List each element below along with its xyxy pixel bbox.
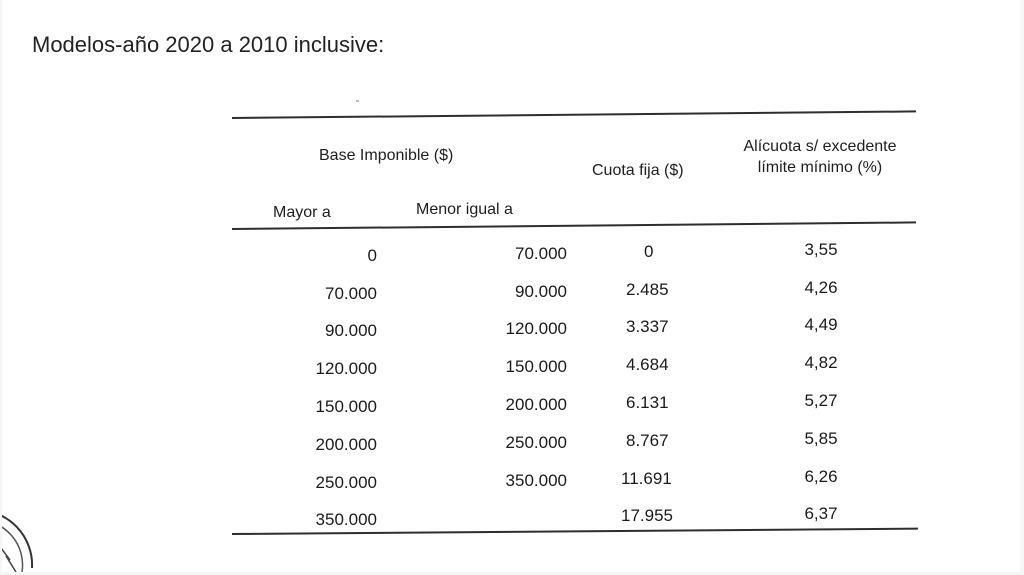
cell-mayor-a: 150.000 — [315, 397, 377, 416]
header-alicuota: Alícuota s/ excedente límite mínimo (%) — [743, 138, 897, 176]
cell-menor-igual-a: 90.000 — [515, 282, 567, 301]
cell-mayor-a: 350.000 — [315, 510, 377, 529]
page-heading: Modelos-año 2020 a 2010 inclusive: — [32, 32, 385, 57]
cell-cuota-fija: 8.767 — [626, 431, 669, 450]
cell-cuota-fija: 2.485 — [626, 280, 669, 299]
cell-menor-igual-a: 120.000 — [505, 319, 567, 338]
cell-alicuota: 5,27 — [804, 391, 838, 410]
table-top-rule — [232, 110, 916, 119]
cell-menor-igual-a: 350.000 — [505, 471, 567, 490]
cell-menor-igual-a: 70.000 — [515, 244, 567, 263]
cell-mayor-a: 250.000 — [315, 473, 377, 492]
cell-cuota-fija: 6.131 — [626, 393, 669, 412]
cell-menor-igual-a: 250.000 — [505, 433, 567, 452]
stamp-seal-icon — [2, 500, 56, 572]
cell-cuota-fija: 3.337 — [626, 317, 669, 336]
cell-cuota-fija: 11.691 — [621, 469, 672, 488]
cell-cuota-fija: 4.684 — [626, 355, 669, 374]
cell-alicuota: 4,49 — [804, 315, 838, 334]
cell-alicuota: 4,26 — [804, 278, 838, 297]
cell-mayor-a: 90.000 — [325, 321, 377, 340]
cell-mayor-a: 200.000 — [315, 435, 377, 454]
cell-cuota-fija: 0 — [644, 242, 654, 261]
header-menor-igual-a: Menor igual a — [416, 201, 513, 218]
header-mayor-a: Mayor a — [273, 204, 331, 221]
cell-menor-igual-a: 150.000 — [505, 357, 567, 376]
cell-alicuota: 4,82 — [804, 353, 838, 372]
cell-alicuota: 5,85 — [804, 429, 838, 448]
cell-cuota-fija: 17.955 — [621, 506, 673, 525]
header-base-imponible: Base Imponible ($) — [319, 147, 454, 164]
cell-alicuota: 6,26 — [804, 467, 838, 486]
cell-mayor-a: 0 — [367, 246, 377, 265]
cell-alicuota: 6,37 — [804, 504, 838, 523]
cell-mayor-a: 120.000 — [315, 359, 377, 378]
scan-speck — [356, 100, 359, 102]
header-cuota-fija: Cuota fija ($) — [592, 162, 684, 179]
table-header-rule — [232, 221, 916, 230]
document-page — [2, 0, 1020, 572]
cell-alicuota: 3,55 — [804, 240, 838, 259]
cell-menor-igual-a: 200.000 — [505, 395, 567, 414]
cell-mayor-a: 70.000 — [325, 284, 377, 303]
